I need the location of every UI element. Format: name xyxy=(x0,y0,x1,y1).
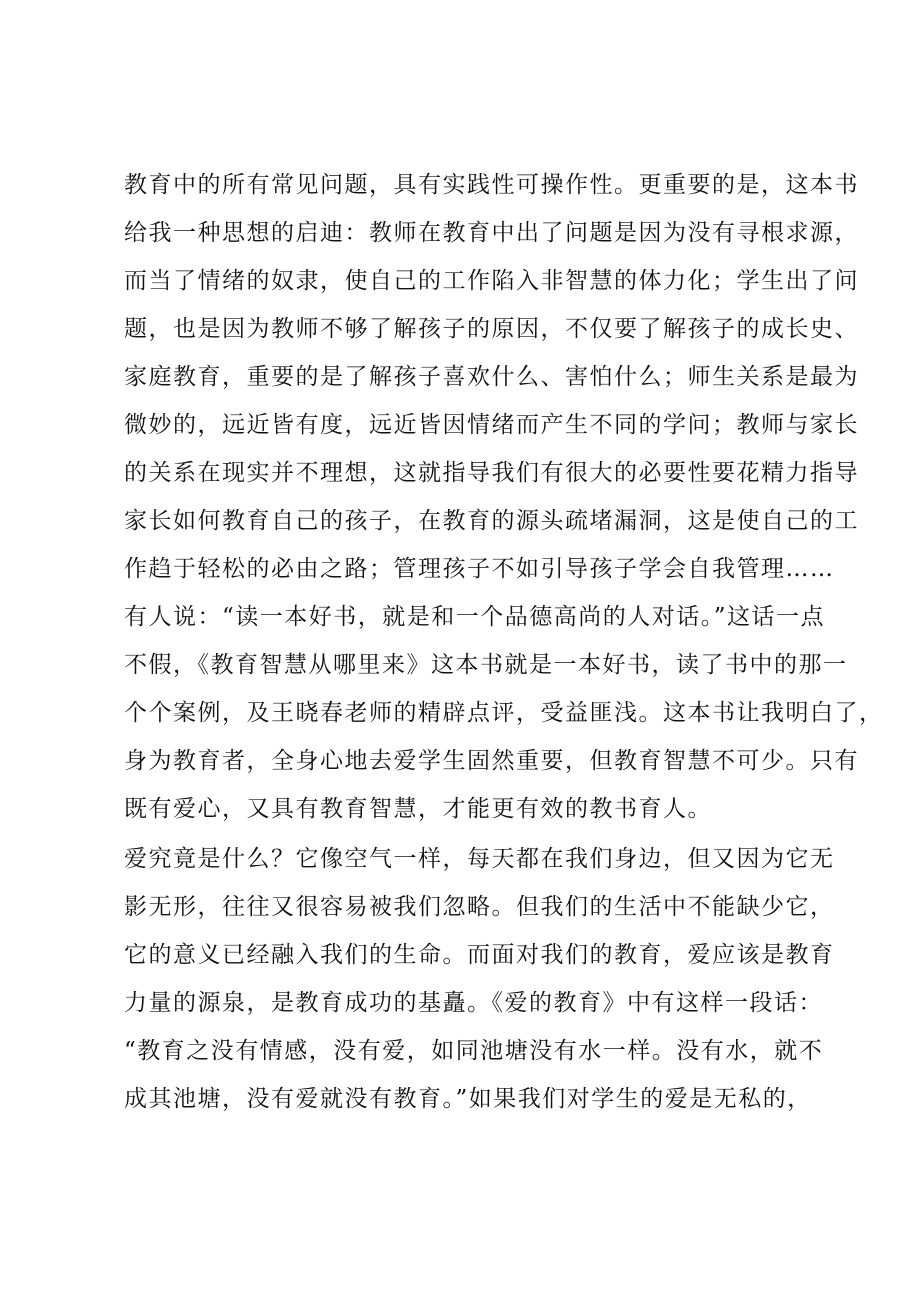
text-line: “教育之没有情感，没有爱，如同池塘没有水一样。没有水，就不 xyxy=(124,1038,824,1064)
text-line: 它的意义已经融入我们的生命。而面对我们的教育，爱应该是教育 xyxy=(124,942,835,968)
text-line: 个个案例，及王晓春老师的精辟点评，受益匪浅。这本书让我明白了， xyxy=(124,700,884,726)
text-line: 题，也是因为教师不够了解孩子的原因，不仅要了解孩子的成长史、 xyxy=(124,316,859,342)
text-line: 教育中的所有常见问题，具有实践性可操作性。更重要的是，这本书 xyxy=(124,172,859,198)
text-line: 影无形，往往又很容易被我们忽略。但我们的生活中不能缺少它， xyxy=(124,894,835,920)
text-line: 力量的源泉，是教育成功的基矗。《爱的教育》中有这样一段话： xyxy=(124,990,823,1016)
text-line: 成其池塘，没有爱就没有教育。”如果我们对学生的爱是无私的， xyxy=(124,1086,812,1112)
text-line: 家长如何教育自己的孩子，在教育的源头疏堵漏洞，这是使自己的工 xyxy=(124,508,859,534)
text-line: 有人说：“读一本好书，就是和一个品德高尚的人对话。”这话一点 xyxy=(124,604,826,630)
text-line: 的关系在现实并不理想，这就指导我们有很大的必要性要花精力指导 xyxy=(124,460,859,486)
text-line: 不假，《教育智慧从哪里来》这本书就是一本好书，读了书中的那一 xyxy=(124,652,848,678)
text-line: 作趋于轻松的必由之路；管理孩子不如引导孩子学会自我管理…… xyxy=(124,556,835,582)
text-line: 既有爱心，又具有教育智慧，才能更有效的教书育人。 xyxy=(124,796,712,822)
text-line: 身为教育者，全身心地去爱学生固然重要，但教育智慧不可少。只有 xyxy=(124,748,859,774)
text-line: 而当了情绪的奴隶，使自己的工作陷入非智慧的体力化；学生出了问 xyxy=(124,268,859,294)
text-line: 爱究竟是什么？它像空气一样，每天都在我们身边，但又因为它无 xyxy=(124,846,835,872)
text-line: 家庭教育，重要的是了解孩子喜欢什么、害怕什么；师生关系是最为 xyxy=(124,364,859,390)
text-line: 微妙的，远近皆有度，远近皆因情绪而产生不同的学问；教师与家长 xyxy=(124,412,859,438)
text-line: 给我一种思想的启迪：教师在教育中出了问题是因为没有寻根求源， xyxy=(124,220,859,246)
